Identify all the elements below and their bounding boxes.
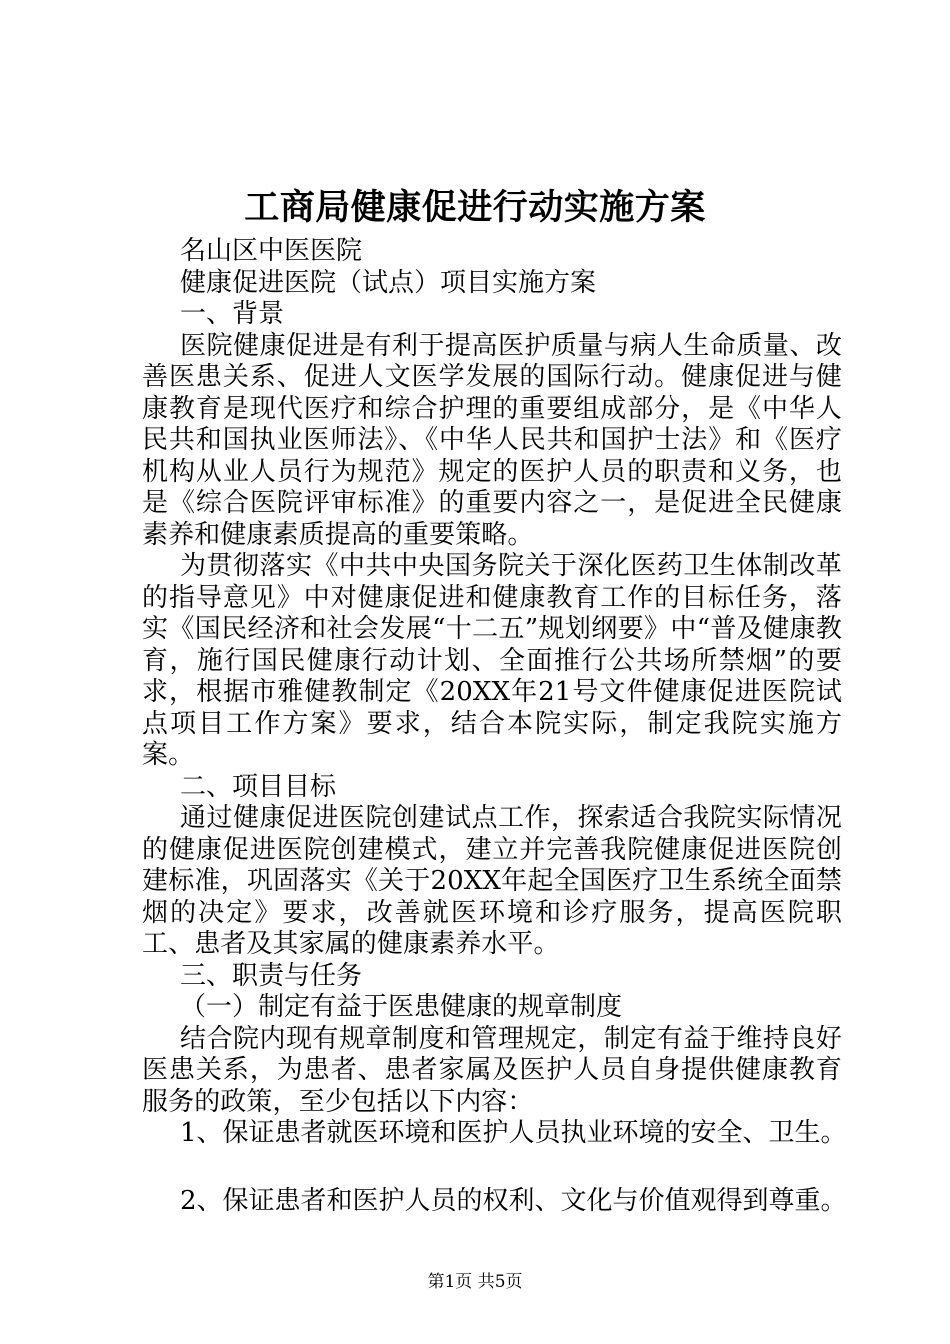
document-title: 工商局健康促进行动实施方案 <box>244 187 706 228</box>
spacer <box>142 1150 842 1186</box>
list-item-1: 1、保证患者就医环境和医护人员执业环境的安全、卫生。 <box>180 1118 847 1148</box>
document-body <box>142 236 847 1217</box>
document-subtitle: 健康促进医院（试点）项目实施方案 <box>180 267 597 298</box>
paragraph-goal: 通过健康促进医院创建试点工作，探索适合我院实际情况的健康促进医院创建模式，建立并完善我院健康促进医院创建标准，巩固落实《关于20XX年起全国医疗卫生系统全面禁烟的决定》要求，改善就医环境和诊疗服务，提高医院职工、患者及其家属的健康素养水平。 <box>142 803 842 959</box>
subsection-heading-rules: （一）制定有益于医患健康的规章制度 <box>180 992 623 1022</box>
paragraph-rules: 结合院内现有规章制度和管理规定，制定有益于维持良好医患关系，为患者、患者家属及医护人员自身提供健康教育服务的政策，至少包括以下内容： <box>142 1023 842 1117</box>
section-heading-duty: 三、职责与任务 <box>180 960 363 991</box>
issuing-unit: 名山区中医医院 <box>180 236 363 266</box>
section-heading-goal: 二、项目目标 <box>180 771 337 802</box>
section-heading-background: 一、背景 <box>180 299 285 329</box>
list-item-2: 2、保证患者和医护人员的权利、文化与价值观得到尊重。 <box>180 1185 847 1216</box>
page-footer: 第1页 共5页 <box>427 1272 523 1292</box>
paragraph-background-1: 医院健康促进是有利于提高医护质量与病人生命质量、改善医患关系、促进人文医学发展的国际行动。健康促进与健康教育是现代医疗和综合护理的重要组成部分，是《中华人民共和国执业医师法》、《中华人民共和国护士法》和《医疗机构从业人员行为规范》规定的医护人员的职责和义务，也是《综合医院评审标准》的重要内容之一，是促进全民健康素养和健康素质提高的重要策略。 <box>142 330 842 550</box>
paragraph-background-2: 为贯彻落实《中共中央国务院关于深化医药卫生体制改革的指导意见》中对健康促进和健康教育工作的目标任务，落实《国民经济和社会发展“十二五”规划纲要》中“普及健康教育，施行国民健康行动计划、全面推行公共场所禁烟”的要求，根据市雅健教制定《20XX年21号文件健康促进医院试点项目工作方案》要求，结合本院实际，制定我院实施方案。 <box>142 551 842 770</box>
